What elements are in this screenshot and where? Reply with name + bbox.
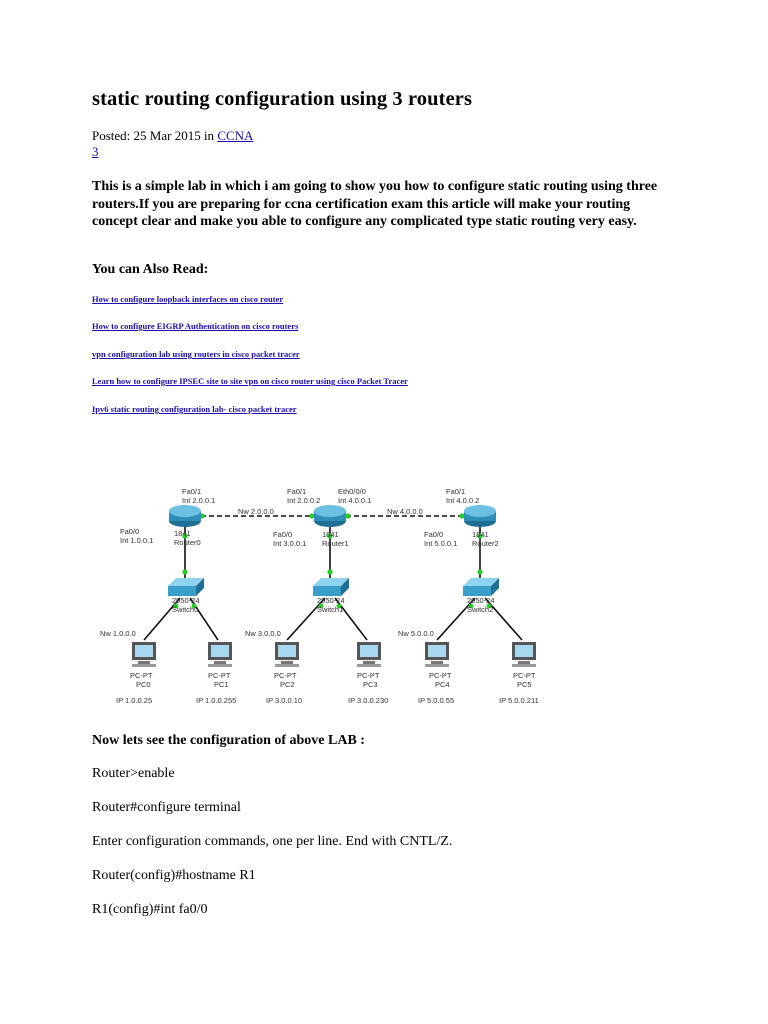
router-icon [464,505,496,527]
switch-model-label: 2950-24 [317,596,345,605]
wan-network-label: Nw 2.0.0.0 [238,507,274,516]
router-name-label: Router2 [472,539,499,548]
router-port-label: Fa0/0 [273,530,293,539]
pc-icon [275,642,299,667]
pc-type-label: PC-PT [357,671,380,680]
posted-date: Posted: 25 Mar 2015 in [92,128,218,143]
pc-ip-label: IP 3.0.0.10 [266,696,303,705]
pc-icon [132,642,156,667]
switch-model-label: 2950-24 [172,596,200,605]
pc-name-label: PC4 [435,680,450,689]
router-ip-label: Int 2.0.0.2 [287,496,321,505]
router-port-label: Fa0/1 [287,487,307,496]
lan-network-label: Nw 5.0.0.0 [398,629,434,638]
pc-type-label: PC-PT [274,671,297,680]
pc-type-label: PC-PT [208,671,231,680]
pc-name-label: PC3 [363,680,378,689]
switch-icon [463,578,499,596]
command-line: Router#configure terminal [92,800,241,815]
related-link[interactable]: How to configure loopback interfaces on cisco router [92,294,284,304]
pc-ip-label: IP 5.0.0.55 [418,696,455,705]
pc-ip-label: IP 1.0.0.25 [116,696,153,705]
pc-type-label: PC-PT [130,671,153,680]
router-port-label: Fa0/1 [446,487,466,496]
router-icon [169,505,201,527]
also-read-heading: You can Also Read: [92,262,209,277]
config-heading: Now lets see the configuration of above LAB : [92,733,365,748]
related-link[interactable]: Learn how to configure IPSEC site to site vpn on cisco router using cisco Packet Tracer [92,376,408,386]
router-ip-label: Int 1.0.0.1 [120,536,154,545]
router-ip-label: Int 3.0.0.1 [273,539,307,548]
router-model-label: 1841 [472,530,489,539]
switch-icon [168,578,204,596]
pc-type-label: PC-PT [429,671,452,680]
router-model-label: 1841 [174,529,191,538]
pc-icon [208,642,232,667]
pc-icon [425,642,449,667]
category-link[interactable]: CCNA [217,128,254,143]
comments-link[interactable]: 3 [92,144,99,159]
intro-paragraph: This is a simple lab in which i am going to show you how to configure static routing using three routers.If you are preparing for ccna certification exam this article will make your routing concept clear and make you able to configure any complicated type static routing very easy. [92,179,658,229]
router-name-label: Router0 [174,538,201,547]
lan-network-label: Nw 1.0.0.0 [100,629,136,638]
wan-network-label: Nw 4.0.0.0 [387,507,423,516]
command-line: Router>enable [92,766,175,781]
command-line: Router(config)#hostname R1 [92,868,256,883]
switch-name-label: Switch1 [317,605,344,614]
router-model-label: 1841 [322,530,339,539]
switch-name-label: Switch0 [172,605,199,614]
pc-name-label: PC1 [214,680,229,689]
related-link[interactable]: How to configure EIGRP Authentication on cisco routers [92,321,299,331]
router-icon [314,505,346,527]
command-line: Enter configuration commands, one per line. End with CNTL/Z. [92,834,453,849]
router-port-label: Fa0/1 [182,487,202,496]
pc-name-label: PC2 [280,680,295,689]
post-meta [92,128,253,144]
router-ip-label: Int 2.0.0.1 [182,496,216,505]
related-link[interactable]: Ipv6 static routing configuration lab- cisco packet tracer [92,404,297,414]
router-ip-label: Int 4.0.0.1 [338,496,372,505]
pc-type-label: PC-PT [513,671,536,680]
router-port-label: Eth0/0/0 [338,487,366,496]
router-ip-label: Int 4.0.0.2 [446,496,480,505]
lan-network-label: Nw 3.0.0.0 [245,629,281,638]
pc-ip-label: IP 3.0.0.230 [348,696,389,705]
pc-icon [357,642,381,667]
network-topology-diagram [92,470,562,720]
router-port-label: Fa0/0 [120,527,140,536]
switch-model-label: 2950-24 [467,596,495,605]
pc-ip-label: IP 5.0.0.211 [499,696,539,705]
pc-name-label: PC0 [136,680,151,689]
switch-name-label: Switch2 [467,605,494,614]
router-name-label: Router1 [322,539,349,548]
pc-name-label: PC5 [517,680,532,689]
router-port-label: Fa0/0 [424,530,444,539]
switch-icon [313,578,349,596]
router-ip-label: Int 5.0.0.1 [424,539,458,548]
related-link[interactable]: vpn configuration lab using routers in cisco packet tracer [92,349,300,359]
pc-icon [512,642,536,667]
article-title: static routing configuration using 3 routers [92,88,473,110]
pc-ip-label: IP 1.0.0.255 [196,696,237,705]
command-line: R1(config)#int fa0/0 [92,902,208,917]
